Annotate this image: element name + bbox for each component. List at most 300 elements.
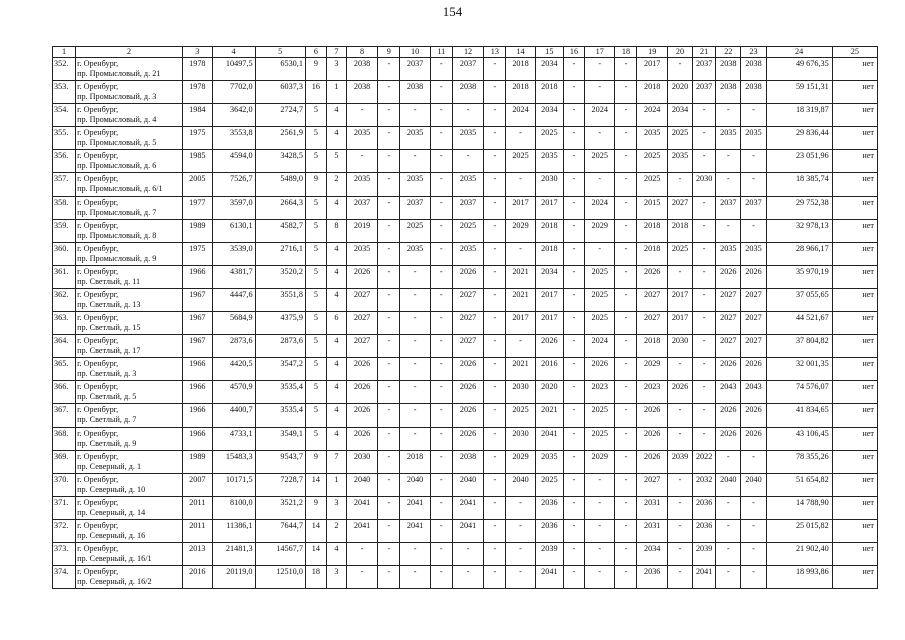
table-cell: -: [430, 58, 452, 81]
flag-cell: нет: [832, 404, 877, 427]
table-cell: -: [667, 542, 692, 565]
table-cell: 14: [305, 473, 326, 496]
table-cell: -: [585, 81, 615, 104]
table-cell: 1977: [183, 196, 212, 219]
table-cell: -: [564, 150, 585, 173]
cost-cell: 37 804,82: [766, 335, 832, 358]
table-cell: 2025: [585, 288, 615, 311]
table-cell: 2027: [716, 288, 741, 311]
table-cell: 2037: [452, 58, 483, 81]
table-cell: -: [430, 288, 452, 311]
table-cell: 1966: [183, 358, 212, 381]
table-cell: 2035: [346, 127, 377, 150]
table-row: [53, 519, 878, 542]
table-cell: 2037: [716, 196, 741, 219]
table-cell: -: [585, 566, 615, 589]
table-cell: -: [564, 519, 585, 542]
table-header: [53, 47, 878, 58]
table-cell: -: [430, 496, 452, 519]
table-cell: 2026: [346, 265, 377, 288]
cost-cell: 18 993,86: [766, 566, 832, 589]
cost-cell: 44 521,67: [766, 312, 832, 335]
flag-cell: нет: [832, 450, 877, 473]
table-cell: -: [615, 473, 637, 496]
table-cell: -: [667, 358, 692, 381]
table-cell: 2026: [741, 427, 766, 450]
flag-cell: нет: [832, 566, 877, 589]
table-cell: 2027: [716, 312, 741, 335]
table-cell: 2013: [183, 542, 212, 565]
address-cell: г. Оренбург, пр. Промысловый, д. 4: [76, 104, 183, 127]
area-cell: 4381,7: [212, 265, 255, 288]
table-cell: 2040: [716, 473, 741, 496]
cost-cell: 41 834,65: [766, 404, 832, 427]
table-cell: -: [564, 404, 585, 427]
table-cell: 2025: [506, 404, 535, 427]
table-cell: 2030: [506, 381, 535, 404]
table-cell: 2043: [741, 381, 766, 404]
table-cell: 2018: [637, 219, 667, 242]
area-cell: 3642,0: [212, 104, 255, 127]
table-cell: 2040: [741, 473, 766, 496]
table-cell: 2023: [585, 381, 615, 404]
table-cell: 1967: [183, 288, 212, 311]
table-cell: -: [741, 566, 766, 589]
table-cell: 2031: [637, 496, 667, 519]
table-cell: 1966: [183, 427, 212, 450]
table-cell: 4: [326, 404, 346, 427]
table-cell: -: [693, 104, 716, 127]
table-cell: -: [585, 519, 615, 542]
table-cell: 5: [305, 104, 326, 127]
table-cell: 2035: [452, 242, 483, 265]
address-cell: г. Оренбург, пр. Северный, д. 10: [76, 473, 183, 496]
table-cell: -: [741, 450, 766, 473]
table-cell: 2030: [535, 173, 563, 196]
cost-cell: 59 151,31: [766, 81, 832, 104]
column-header: 15: [535, 47, 563, 58]
cost-cell: 32 001,35: [766, 358, 832, 381]
table-row: [53, 566, 878, 589]
table-cell: 2026: [346, 404, 377, 427]
table-cell: 2027: [346, 288, 377, 311]
table-cell: 3: [326, 566, 346, 589]
table-cell: 2021: [506, 265, 535, 288]
table-cell: 2037: [452, 196, 483, 219]
table-cell: 2036: [693, 519, 716, 542]
table-cell: 2018: [506, 58, 535, 81]
table-cell: 2025: [585, 427, 615, 450]
table-cell: 2037: [400, 58, 430, 81]
table-cell: 2026: [452, 358, 483, 381]
column-header: 5: [255, 47, 305, 58]
table-cell: 2023: [637, 381, 667, 404]
row-number-cell: 354.: [53, 104, 76, 127]
table-cell: 2038: [741, 58, 766, 81]
table-cell: 2034: [535, 58, 563, 81]
address-cell: г. Оренбург, пр. Светлый, д. 7: [76, 404, 183, 427]
table-cell: -: [716, 519, 741, 542]
area-cell: 8100,0: [212, 496, 255, 519]
table-cell: 2041: [346, 519, 377, 542]
flag-cell: нет: [832, 265, 877, 288]
table-cell: 2032: [693, 473, 716, 496]
table-cell: 2037: [741, 196, 766, 219]
table-cell: 2026: [716, 358, 741, 381]
table-cell: -: [585, 496, 615, 519]
table-cell: 2027: [452, 335, 483, 358]
table-cell: -: [667, 404, 692, 427]
table-cell: 2017: [637, 58, 667, 81]
table-cell: -: [741, 104, 766, 127]
table-cell: 4: [326, 358, 346, 381]
table-cell: -: [615, 404, 637, 427]
row-number-cell: 366.: [53, 381, 76, 404]
table-cell: -: [693, 312, 716, 335]
table-cell: 2036: [693, 496, 716, 519]
table-cell: -: [400, 150, 430, 173]
table-cell: 2027: [741, 312, 766, 335]
flag-cell: нет: [832, 219, 877, 242]
table-row: [53, 265, 878, 288]
table-cell: -: [400, 358, 430, 381]
area-cell: 14567,7: [255, 542, 305, 565]
table-cell: 2035: [535, 450, 563, 473]
table-cell: -: [667, 566, 692, 589]
table-cell: -: [693, 127, 716, 150]
table-cell: -: [693, 427, 716, 450]
table-cell: -: [741, 150, 766, 173]
address-cell: г. Оренбург, пр. Северный, д. 16: [76, 519, 183, 542]
area-cell: 4420,5: [212, 358, 255, 381]
table-cell: -: [452, 566, 483, 589]
table-cell: -: [484, 196, 506, 219]
area-cell: 10497,5: [212, 58, 255, 81]
table-cell: 2029: [637, 358, 667, 381]
table-cell: -: [430, 335, 452, 358]
table-cell: -: [484, 58, 506, 81]
flag-cell: нет: [832, 496, 877, 519]
table-cell: 2026: [637, 450, 667, 473]
table-cell: 9: [305, 173, 326, 196]
table-cell: 4: [326, 381, 346, 404]
flag-cell: нет: [832, 427, 877, 450]
address-cell: г. Оренбург, пр. Промысловый, д. 8: [76, 219, 183, 242]
table-cell: -: [615, 450, 637, 473]
table-cell: 2035: [346, 173, 377, 196]
table-cell: 16: [305, 81, 326, 104]
table-cell: 5: [305, 150, 326, 173]
table-cell: 2025: [585, 150, 615, 173]
table-cell: 1967: [183, 312, 212, 335]
table-cell: -: [506, 335, 535, 358]
table-cell: 2030: [506, 427, 535, 450]
row-number-cell: 373.: [53, 542, 76, 565]
table-cell: 3: [326, 496, 346, 519]
table-cell: 4: [326, 196, 346, 219]
table-row: [53, 196, 878, 219]
area-cell: 3539,0: [212, 242, 255, 265]
table-cell: 2038: [741, 81, 766, 104]
table-cell: -: [400, 542, 430, 565]
table-cell: -: [378, 566, 400, 589]
table-cell: -: [378, 450, 400, 473]
table-cell: -: [564, 312, 585, 335]
table-cell: 2039: [667, 450, 692, 473]
address-cell: г. Оренбург, пр. Северный, д. 16/1: [76, 542, 183, 565]
area-cell: 2873,6: [212, 335, 255, 358]
table-cell: 2019: [346, 219, 377, 242]
cost-cell: 21 902,40: [766, 542, 832, 565]
area-cell: 11386,1: [212, 519, 255, 542]
table-cell: -: [506, 496, 535, 519]
table-cell: 2043: [716, 381, 741, 404]
table-cell: 2018: [637, 335, 667, 358]
table-cell: 2020: [667, 81, 692, 104]
table-cell: 2026: [452, 404, 483, 427]
area-cell: 2724,7: [255, 104, 305, 127]
table-cell: -: [430, 542, 452, 565]
table-cell: 2018: [535, 242, 563, 265]
table-cell: -: [693, 150, 716, 173]
table-cell: -: [741, 173, 766, 196]
table-cell: 2038: [346, 81, 377, 104]
table-cell: 2039: [693, 542, 716, 565]
area-cell: 6530,1: [255, 58, 305, 81]
table-cell: 2017: [535, 196, 563, 219]
table-cell: 5: [305, 358, 326, 381]
table-cell: 2011: [183, 496, 212, 519]
table-cell: -: [615, 173, 637, 196]
column-header: 9: [378, 47, 400, 58]
column-header: 7: [326, 47, 346, 58]
table-cell: 2005: [183, 173, 212, 196]
table-cell: -: [378, 519, 400, 542]
table-cell: -: [378, 58, 400, 81]
table-cell: 2038: [400, 81, 430, 104]
table-cell: 5: [305, 404, 326, 427]
area-cell: 3521,2: [255, 496, 305, 519]
table-cell: -: [506, 127, 535, 150]
table-cell: 2027: [741, 335, 766, 358]
address-cell: г. Оренбург, пр. Промысловый, д. 21: [76, 58, 183, 81]
table-cell: -: [430, 173, 452, 196]
address-cell: г. Оренбург, пр. Промысловый, д. 6/1: [76, 173, 183, 196]
table-cell: -: [564, 104, 585, 127]
table-cell: -: [564, 542, 585, 565]
table-cell: 2: [326, 173, 346, 196]
table-cell: -: [741, 519, 766, 542]
table-cell: 2027: [452, 288, 483, 311]
table-row: [53, 219, 878, 242]
table-cell: -: [564, 566, 585, 589]
area-cell: 2664,3: [255, 196, 305, 219]
table-cell: 2026: [716, 427, 741, 450]
table-cell: -: [615, 58, 637, 81]
address-cell: г. Оренбург, пр. Промысловый, д. 6: [76, 150, 183, 173]
address-cell: г. Оренбург, пр. Светлый, д. 5: [76, 381, 183, 404]
table-cell: 2040: [452, 473, 483, 496]
column-header: 17: [585, 47, 615, 58]
table-cell: 2024: [585, 335, 615, 358]
table-cell: 18: [305, 566, 326, 589]
table-cell: -: [615, 381, 637, 404]
table-cell: -: [585, 173, 615, 196]
table-cell: -: [484, 173, 506, 196]
table-cell: -: [400, 265, 430, 288]
table-cell: 2025: [667, 242, 692, 265]
table-cell: 2037: [400, 196, 430, 219]
table-cell: 2041: [535, 566, 563, 589]
table-cell: 2026: [637, 427, 667, 450]
table-cell: -: [484, 358, 506, 381]
table-cell: -: [693, 381, 716, 404]
housing-repair-table: [52, 46, 878, 589]
column-header: 1: [53, 47, 76, 58]
table-cell: 2026: [716, 265, 741, 288]
table-cell: -: [378, 542, 400, 565]
table-cell: -: [693, 242, 716, 265]
table-cell: -: [378, 219, 400, 242]
table-cell: -: [378, 381, 400, 404]
table-cell: -: [484, 312, 506, 335]
row-number-cell: 372.: [53, 519, 76, 542]
table-cell: -: [430, 473, 452, 496]
table-cell: 2018: [637, 81, 667, 104]
table-cell: 2031: [637, 519, 667, 542]
table-cell: -: [430, 381, 452, 404]
table-cell: 5: [305, 242, 326, 265]
table-cell: -: [378, 127, 400, 150]
table-cell: 2041: [400, 496, 430, 519]
row-number-cell: 370.: [53, 473, 76, 496]
table-cell: 1966: [183, 381, 212, 404]
table-cell: 2035: [535, 150, 563, 173]
table-cell: 2030: [667, 335, 692, 358]
area-cell: 3549,1: [255, 427, 305, 450]
table-cell: -: [667, 473, 692, 496]
flag-cell: нет: [832, 519, 877, 542]
table-cell: -: [484, 496, 506, 519]
table-cell: 2026: [452, 427, 483, 450]
table-cell: -: [615, 358, 637, 381]
cost-cell: 29 836,44: [766, 127, 832, 150]
table-cell: -: [615, 196, 637, 219]
table-cell: 2016: [535, 358, 563, 381]
table-body: [53, 58, 878, 589]
table-cell: -: [430, 427, 452, 450]
area-cell: 2561,9: [255, 127, 305, 150]
table-row: [53, 242, 878, 265]
row-number-cell: 369.: [53, 450, 76, 473]
table-cell: 1966: [183, 265, 212, 288]
table-cell: -: [378, 404, 400, 427]
column-header: 2: [76, 47, 183, 58]
table-cell: 3: [326, 58, 346, 81]
table-cell: 2038: [452, 81, 483, 104]
table-cell: -: [484, 219, 506, 242]
cost-cell: 23 051,96: [766, 150, 832, 173]
table-cell: -: [615, 335, 637, 358]
row-number-cell: 357.: [53, 173, 76, 196]
table-cell: -: [484, 427, 506, 450]
table-cell: -: [484, 104, 506, 127]
table-cell: 2030: [693, 173, 716, 196]
table-cell: -: [346, 566, 377, 589]
table-cell: -: [615, 81, 637, 104]
column-header: 16: [564, 47, 585, 58]
table-cell: 1978: [183, 58, 212, 81]
table-cell: 1989: [183, 219, 212, 242]
flag-cell: нет: [832, 312, 877, 335]
table-cell: -: [564, 265, 585, 288]
cost-cell: 51 654,82: [766, 473, 832, 496]
row-number-cell: 352.: [53, 58, 76, 81]
table-cell: 2025: [667, 127, 692, 150]
table-cell: 1985: [183, 150, 212, 173]
flag-cell: нет: [832, 104, 877, 127]
table-cell: 2026: [346, 427, 377, 450]
table-cell: 2026: [716, 404, 741, 427]
table-cell: -: [564, 81, 585, 104]
table-cell: -: [430, 104, 452, 127]
area-cell: 3547,2: [255, 358, 305, 381]
table-cell: 2035: [400, 173, 430, 196]
table-cell: 2035: [400, 127, 430, 150]
table-cell: -: [615, 496, 637, 519]
table-cell: 9: [305, 58, 326, 81]
table-cell: 2027: [346, 312, 377, 335]
table-cell: 7: [326, 450, 346, 473]
column-header: 21: [693, 47, 716, 58]
table-cell: -: [430, 127, 452, 150]
table-cell: 2035: [741, 127, 766, 150]
address-cell: г. Оренбург, пр. Светлый, д. 9: [76, 427, 183, 450]
column-header: 23: [741, 47, 766, 58]
table-row: [53, 288, 878, 311]
table-cell: 5: [326, 150, 346, 173]
table-cell: -: [378, 242, 400, 265]
table-cell: -: [400, 335, 430, 358]
area-cell: 4733,1: [212, 427, 255, 450]
table-cell: -: [667, 519, 692, 542]
column-header: 19: [637, 47, 667, 58]
table-cell: -: [484, 404, 506, 427]
table-cell: 1: [326, 473, 346, 496]
table-cell: -: [400, 404, 430, 427]
address-cell: г. Оренбург, пр. Промысловый, д. 5: [76, 127, 183, 150]
table-cell: -: [667, 265, 692, 288]
table-cell: -: [564, 288, 585, 311]
table-cell: 2026: [741, 404, 766, 427]
table-cell: 2040: [400, 473, 430, 496]
area-cell: 7644,7: [255, 519, 305, 542]
table-cell: -: [564, 358, 585, 381]
table-cell: 2027: [741, 288, 766, 311]
table-cell: 2022: [693, 450, 716, 473]
table-cell: 2018: [667, 219, 692, 242]
table-cell: -: [615, 242, 637, 265]
table-cell: 2024: [585, 196, 615, 219]
table-cell: -: [484, 381, 506, 404]
table-cell: -: [716, 542, 741, 565]
table-cell: 2027: [716, 335, 741, 358]
table-cell: -: [430, 404, 452, 427]
table-cell: -: [693, 358, 716, 381]
table-cell: 2035: [716, 242, 741, 265]
cost-cell: 78 355,26: [766, 450, 832, 473]
table-cell: -: [615, 219, 637, 242]
